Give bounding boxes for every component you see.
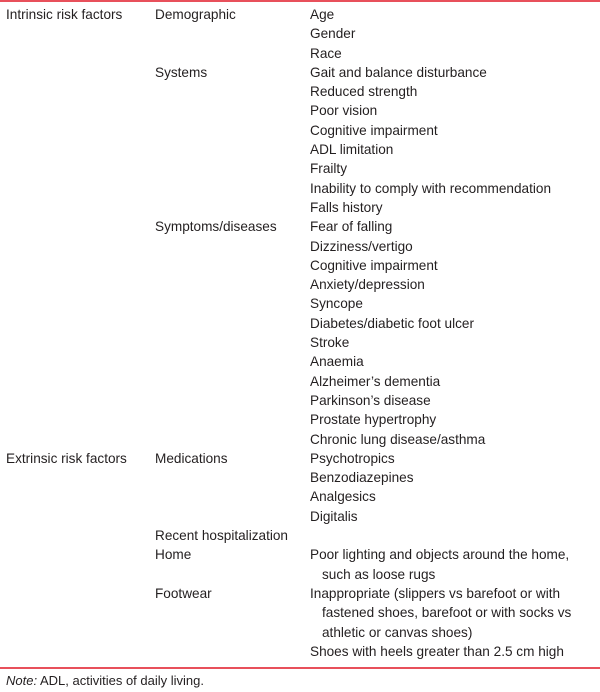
items-cell [310,526,600,545]
category-cell [0,584,155,661]
category-cell: Intrinsic risk factors [6,7,123,22]
risk-factor-item: Parkinson’s disease [310,392,431,408]
items-cell [310,5,600,63]
category-cell [0,526,155,545]
risk-factor-item: Inappropriate (slippers vs barefoot or with fastened shoes, barefoot or with socks vs athletic or canvas shoes) [310,585,572,640]
subgroup-cell: Symptoms/diseases [155,219,277,235]
risk-factor-item: Anaemia [310,354,364,370]
table-row [0,526,600,545]
risk-factor-item: Digitalis [310,508,358,524]
table-row [0,545,600,584]
risk-factor-item: Reduced strength [310,84,418,100]
risk-factor-item: Inability to comply with recommendation [310,180,552,196]
risk-factor-item: ADL limitation [310,142,394,158]
subgroup-cell: Medications [155,450,228,466]
risk-factor-item: Shoes with heels greater than 2.5 cm high [310,643,564,659]
table-row [0,449,600,526]
table-top-rule [0,0,600,2]
category-cell [0,217,155,449]
items-cell [310,584,600,661]
items-cell [310,63,600,217]
risk-factor-item: Age [310,7,335,22]
risk-factor-item: Cognitive impairment [310,122,438,138]
risk-factor-item: Prostate hypertrophy [310,412,437,428]
table-note [6,672,204,690]
note-label: Note: [6,673,38,688]
category-cell [0,545,155,584]
risk-factor-item: Frailty [310,161,348,177]
table-row [0,217,600,449]
items-cell [310,449,600,526]
subgroup-cell: Systems [155,64,208,80]
subgroup-cell: Home [155,547,192,563]
risk-factor-item: Syncope [310,296,363,312]
items-cell [310,545,600,584]
table-row [0,584,600,661]
subgroup-cell: Recent hospitalization [155,528,288,544]
category-cell: Extrinsic risk factors [6,450,127,466]
risk-factor-item: Alzheimer’s dementia [310,373,441,389]
risk-factor-item: Benzodiazepines [310,470,414,486]
risk-factor-item: Fear of falling [310,219,393,235]
items-cell [310,217,600,449]
risk-factor-item: Analgesics [310,489,376,505]
risk-factor-item: Dizziness/vertigo [310,238,413,254]
risk-factor-item: Poor lighting and objects around the home, such as loose rugs [310,547,570,582]
table-bottom-rule [0,667,600,669]
risk-factor-item: Stroke [310,335,350,351]
risk-factor-item: Cognitive impairment [310,257,438,273]
subgroup-cell: Demographic [155,7,236,22]
table-row [0,5,600,63]
table-row [0,63,600,217]
risk-factor-item: Chronic lung disease/asthma [310,431,486,447]
risk-factor-item: Psychotropics [310,450,395,466]
risk-factor-item: Gender [310,26,356,42]
risk-factors-table [0,5,600,661]
risk-factor-item: Gait and balance disturbance [310,64,487,80]
note-text: ADL, activities of daily living. [37,673,204,688]
subgroup-cell: Footwear [155,585,212,601]
risk-factor-item: Poor vision [310,103,378,119]
category-cell [0,63,155,217]
risk-factor-item: Race [310,45,342,61]
risk-factor-item: Anxiety/depression [310,277,425,293]
risk-factor-item: Falls history [310,199,383,215]
risk-factor-item: Diabetes/diabetic foot ulcer [310,315,474,331]
